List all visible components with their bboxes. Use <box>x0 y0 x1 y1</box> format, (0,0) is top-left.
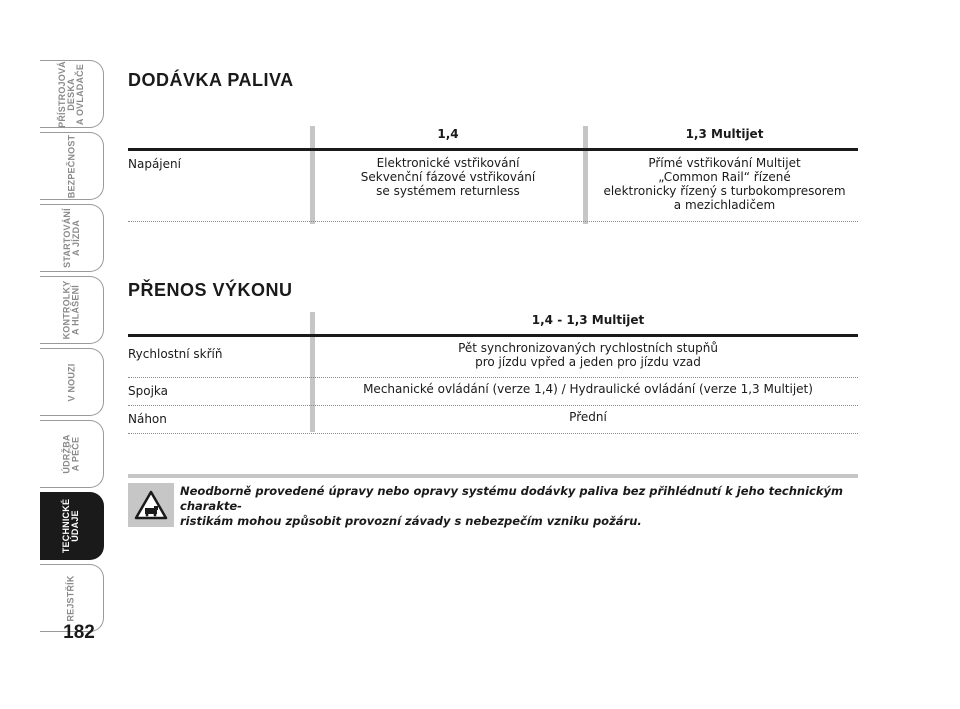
tab-kontrolky[interactable] <box>40 276 104 344</box>
table-cell: Pět synchronizovaných rychlostních stupňů pro jízdu vpřed a jeden pro jízdu vzad <box>458 341 718 369</box>
tab-pristrojova-deska[interactable] <box>40 60 104 128</box>
row-label: Spojka <box>128 384 169 398</box>
warning-divider <box>128 474 858 478</box>
table-header <box>128 310 858 337</box>
table-cell: Přímé vstřikování Multijet „Common Rail“ řízené elektronicky řízený s turbokompresorem a mezichladičem <box>603 156 846 212</box>
tab-startovani[interactable] <box>40 204 104 272</box>
table-row <box>128 378 858 406</box>
tab-label: BEZPEČNOST <box>66 134 77 198</box>
tab-label: KONTROLKY A HLÁŠENÍ <box>61 280 81 340</box>
table-row <box>128 337 858 378</box>
warning-icon-box <box>128 483 174 527</box>
tab-label: REJSTŘÍK <box>65 574 76 622</box>
tab-label: STARTOVÁNÍ A JÍZDA <box>61 208 81 268</box>
table-header <box>128 124 858 151</box>
tab-label: TECHNICKÉ ÚDAJE <box>61 498 81 554</box>
page-number: 182 <box>63 622 95 643</box>
section-title-transmission: PŘENOS VÝKONU <box>128 280 293 300</box>
transmission-table <box>128 310 858 432</box>
table-cell: Mechanické ovládání (verze 1,4) / Hydraulické ovládání (verze 1,3 Multijet) <box>363 382 813 396</box>
tab-udrzba[interactable] <box>40 420 104 488</box>
row-label: Rychlostní skříň <box>128 347 223 361</box>
tab-label: ÚDRŽBA A PÉČE <box>61 434 81 474</box>
section-title-fuel: DODÁVKA PALIVA <box>128 70 294 90</box>
tab-technicke-udaje[interactable] <box>40 492 104 560</box>
table-cell: Elektronické vstřikování Sekvenční fázové vstřikování se systémem returnless <box>360 156 536 198</box>
tab-label: PŘÍSTROJOVÁ DESKA A OVLADAČE <box>57 60 85 128</box>
table-cell: Přední <box>569 410 607 424</box>
row-label: Napájení <box>128 157 181 171</box>
tab-bezpecnost[interactable] <box>40 132 104 200</box>
column-header: 1,4 <box>437 127 459 141</box>
column-header: 1,3 Multijet <box>685 127 764 141</box>
row-label: Náhon <box>128 412 167 426</box>
column-header: 1,4 - 1,3 Multijet <box>531 313 645 327</box>
table-row <box>128 151 858 222</box>
tab-label: V NOUZI <box>66 363 76 401</box>
tab-v-nouzi[interactable] <box>40 348 104 416</box>
table-row <box>128 406 858 434</box>
warning-text: Neodborně provedené úpravy nebo opravy systému dodávky paliva bez přihlédnutí k jeho technickým charakte- ristikám mohou způsobit provozní závady s nebezpečím vzniku požáru. <box>180 484 843 528</box>
warning-triangle-icon <box>134 490 168 520</box>
fuel-table <box>128 124 858 224</box>
